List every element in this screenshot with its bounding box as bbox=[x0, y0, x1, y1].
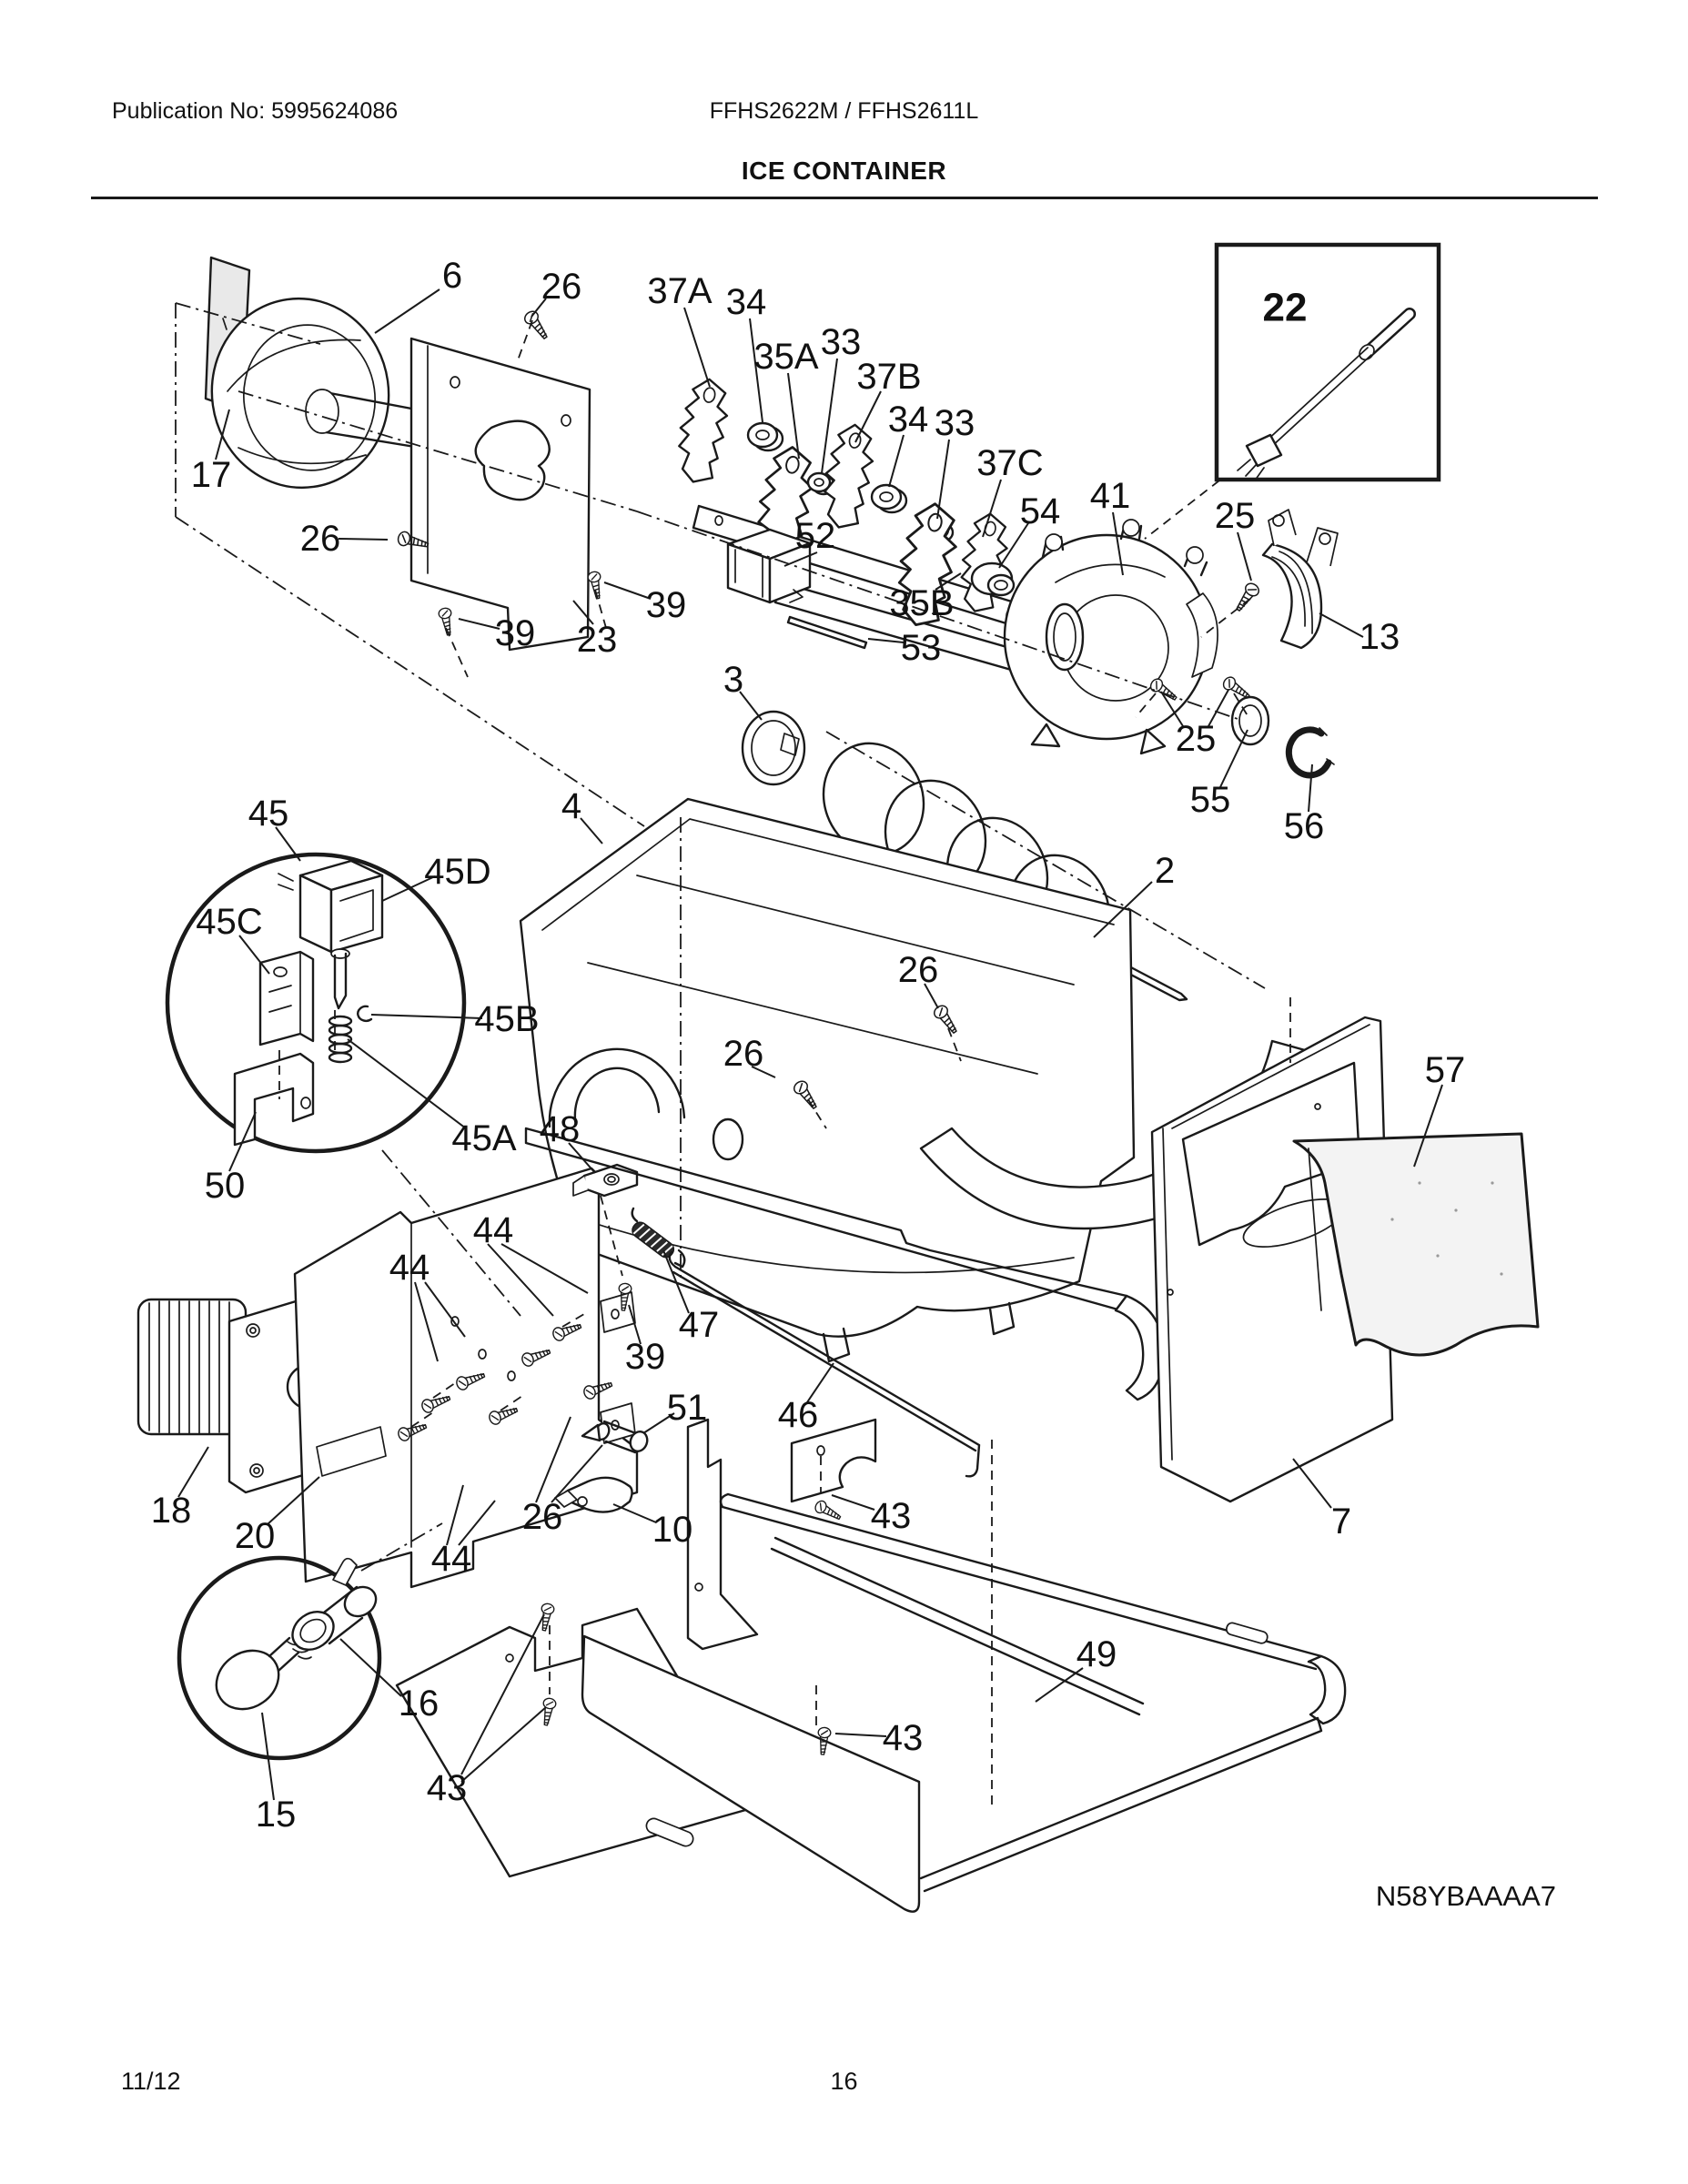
footer-date: 11/12 bbox=[121, 2068, 181, 2095]
bushing-54 bbox=[972, 563, 1014, 595]
part-label-16: 16 bbox=[398, 1684, 440, 1724]
part-label-34: 34 bbox=[887, 399, 929, 440]
leader-line bbox=[855, 391, 881, 442]
part-label-52: 52 bbox=[794, 516, 836, 556]
leader-line bbox=[604, 582, 651, 599]
part-label-47: 47 bbox=[678, 1305, 720, 1345]
part-label-45A: 45A bbox=[451, 1118, 517, 1158]
footer-page-number: 16 bbox=[830, 2068, 858, 2095]
part-label-35B: 35B bbox=[889, 583, 955, 623]
clip-45B bbox=[358, 1006, 371, 1021]
part-label-43: 43 bbox=[882, 1718, 924, 1758]
part-label-25: 25 bbox=[1214, 496, 1256, 536]
leader-line bbox=[339, 539, 388, 540]
part-label-48: 48 bbox=[539, 1109, 581, 1149]
construction-line bbox=[1145, 480, 1219, 539]
leader-line bbox=[581, 818, 602, 844]
part-label-44: 44 bbox=[472, 1210, 514, 1250]
bearing-ring-3 bbox=[743, 712, 804, 784]
part-label-56: 56 bbox=[1283, 806, 1325, 846]
crusher-blade-assembly bbox=[672, 376, 1048, 679]
leader-line bbox=[684, 308, 710, 387]
part-label-6: 6 bbox=[441, 256, 463, 296]
leader-line bbox=[371, 1015, 482, 1018]
part-label-44: 44 bbox=[430, 1539, 472, 1579]
part-label-54: 54 bbox=[1019, 491, 1061, 531]
publication-number: Publication No: 5995624086 bbox=[112, 98, 399, 124]
leader-line bbox=[178, 1447, 208, 1497]
part-label-4: 4 bbox=[561, 786, 582, 826]
part-label-26: 26 bbox=[723, 1034, 764, 1074]
bracket-45C bbox=[260, 952, 313, 1045]
part-label-25: 25 bbox=[1175, 719, 1217, 759]
part-label-37B: 37B bbox=[856, 357, 922, 397]
mounting-plate-23 bbox=[411, 339, 590, 650]
part-label-2: 2 bbox=[1154, 851, 1176, 891]
part-label-55: 55 bbox=[1189, 780, 1231, 820]
leader-line bbox=[868, 639, 904, 642]
part-label-53: 53 bbox=[900, 628, 942, 668]
leader-line bbox=[889, 435, 904, 487]
leader-line bbox=[832, 1495, 874, 1510]
part-label-7: 7 bbox=[1330, 1502, 1352, 1542]
leader-line bbox=[613, 1504, 656, 1522]
part-label-46: 46 bbox=[777, 1395, 819, 1435]
construction-line bbox=[446, 628, 468, 677]
part-label-20: 20 bbox=[234, 1516, 276, 1556]
part-label-51: 51 bbox=[666, 1388, 708, 1428]
screw-39 bbox=[438, 607, 455, 636]
construction-line bbox=[518, 320, 532, 360]
blade-37A bbox=[672, 376, 733, 486]
part-label-3: 3 bbox=[723, 660, 744, 700]
leader-line bbox=[1319, 613, 1363, 637]
part-label-37C: 37C bbox=[976, 443, 1044, 483]
leader-line bbox=[1238, 532, 1251, 581]
leader-line bbox=[1293, 1459, 1331, 1508]
retainer-ring-55 bbox=[1232, 697, 1269, 744]
part-label-23: 23 bbox=[576, 620, 618, 660]
part-label-57: 57 bbox=[1424, 1050, 1466, 1090]
part-label-43: 43 bbox=[426, 1768, 468, 1808]
part-label-39: 39 bbox=[494, 613, 536, 653]
part-label-45C: 45C bbox=[196, 902, 263, 942]
doc-code: N58YBAAAA7 bbox=[1375, 1880, 1556, 1912]
leader-line bbox=[788, 373, 799, 459]
part-label-43: 43 bbox=[870, 1496, 912, 1536]
part-label-33: 33 bbox=[820, 322, 862, 362]
part-label-44: 44 bbox=[389, 1248, 430, 1288]
part-label-26: 26 bbox=[521, 1497, 563, 1537]
part-label-22: 22 bbox=[1262, 285, 1308, 330]
model-numbers: FFHS2622M / FFHS2611L bbox=[709, 98, 979, 124]
part-label-34: 34 bbox=[725, 282, 767, 322]
part-label-26: 26 bbox=[897, 950, 939, 990]
part-label-13: 13 bbox=[1359, 617, 1400, 657]
part-label-39: 39 bbox=[624, 1337, 666, 1377]
leader-line bbox=[340, 1639, 401, 1696]
part-label-26: 26 bbox=[299, 519, 341, 559]
part-label-35A: 35A bbox=[753, 337, 819, 377]
bulb-detail-15-16 bbox=[179, 1558, 381, 1758]
inset-box-22 bbox=[1217, 245, 1439, 480]
leader-line bbox=[1220, 730, 1248, 787]
solenoid-detail-45 bbox=[167, 854, 464, 1151]
screw-39 bbox=[587, 571, 604, 600]
part-label-45: 45 bbox=[248, 794, 289, 834]
page-title: ICE CONTAINER bbox=[741, 157, 947, 185]
part-label-33: 33 bbox=[934, 403, 975, 443]
artwork-layer bbox=[138, 245, 1538, 1912]
drawer-frame-49 bbox=[538, 1494, 1345, 1912]
part-label-10: 10 bbox=[652, 1510, 693, 1550]
leader-line bbox=[375, 289, 440, 333]
part-label-50: 50 bbox=[204, 1166, 246, 1206]
part-label-45B: 45B bbox=[474, 999, 540, 1039]
bracket-13 bbox=[1263, 510, 1338, 648]
bushing-34 bbox=[872, 485, 906, 512]
leader-line bbox=[459, 619, 500, 629]
leader-line bbox=[937, 440, 949, 519]
part-label-37A: 37A bbox=[647, 271, 713, 311]
part-label-45D: 45D bbox=[424, 852, 491, 892]
part-label-17: 17 bbox=[190, 455, 232, 495]
part-label-41: 41 bbox=[1089, 476, 1131, 516]
part-label-15: 15 bbox=[255, 1795, 297, 1835]
part-label-49: 49 bbox=[1076, 1634, 1117, 1674]
leader-line bbox=[348, 1039, 466, 1128]
leader-line bbox=[1309, 764, 1312, 812]
part-label-26: 26 bbox=[541, 267, 582, 307]
bushing-34 bbox=[748, 423, 783, 450]
part-label-18: 18 bbox=[150, 1491, 192, 1531]
part-label-39: 39 bbox=[645, 585, 687, 625]
leader-line bbox=[835, 1734, 886, 1736]
